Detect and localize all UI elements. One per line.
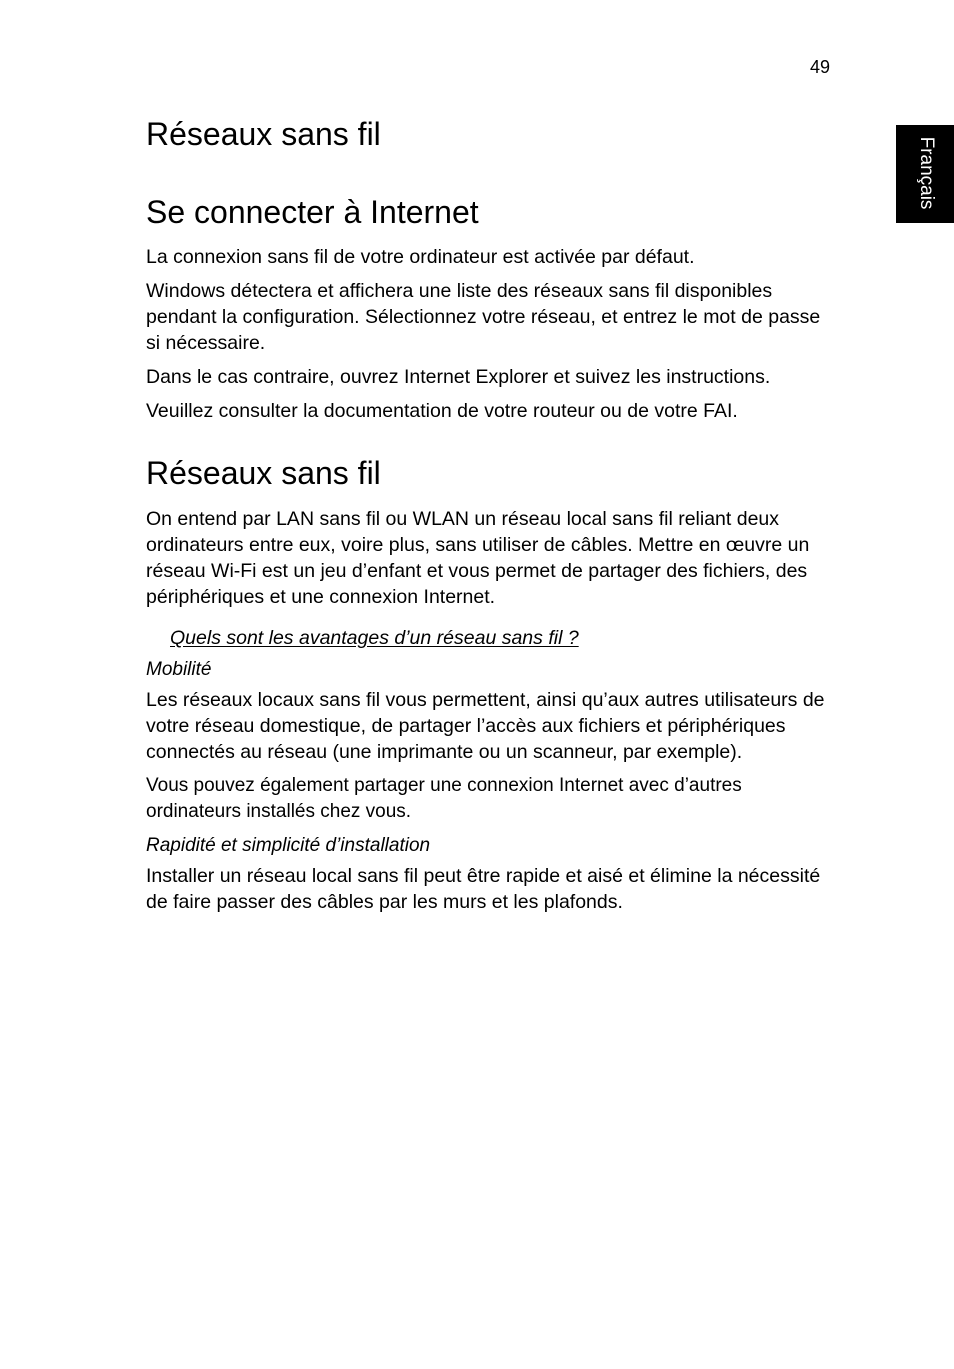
section-heading-wireless: Réseaux sans fil bbox=[146, 455, 381, 491]
section-heading-connect: Se connecter à Internet bbox=[146, 194, 479, 230]
page-content bbox=[146, 114, 826, 923]
question-link[interactable]: Quels sont les avantages d’un réseau sans fil ? bbox=[170, 627, 579, 649]
page-number: 49 bbox=[809, 57, 830, 77]
mobility-paragraph-2: Vous pouvez également partager une connexion Internet avec d’autres ordinateurs installés chez vous. bbox=[146, 775, 742, 822]
connect-paragraph-4: Veuillez consulter la documentation de votre routeur ou de votre FAI. bbox=[146, 400, 738, 422]
installation-paragraph: Installer un réseau local sans fil peut être rapide et aisé et élimine la nécessité de faire passer des câbles par les murs et les plafonds. bbox=[146, 865, 821, 913]
connect-paragraph-2: Windows détectera et affichera une liste des réseaux sans fil disponibles pendant la configuration. Sélectionnez votre réseau, et entrez le mot de passe si nécessaire. bbox=[146, 280, 821, 354]
subheading-installation: Rapidité et simplicité d’installation bbox=[146, 835, 431, 856]
page-title: Réseaux sans fil bbox=[146, 116, 381, 152]
wireless-intro-paragraph: On entend par LAN sans fil ou WLAN un réseau local sans fil reliant deux ordinateurs entre eux, voire plus, sans utiliser de câbles. Mettre en œuvre un réseau Wi-Fi est un jeu d’enfant et vous permet de partager des fichiers, des périphériques et une connexion Internet. bbox=[146, 508, 810, 608]
connect-paragraph-3: Dans le cas contraire, ouvrez Internet Explorer et suivez les instructions. bbox=[146, 366, 771, 388]
connect-paragraph-1: La connexion sans fil de votre ordinateur est activée par défaut. bbox=[146, 246, 695, 268]
mobility-paragraph-1: Les réseaux locaux sans fil vous permettent, ainsi qu’aux autres utilisateurs de votre réseau domestique, de partager l’accès aux fichiers et périphériques connectés au réseau (une imprimante ou un scanneur, par exemple). bbox=[146, 689, 825, 763]
subheading-mobility: Mobilité bbox=[146, 659, 212, 680]
language-tab-label: Français bbox=[916, 136, 937, 210]
language-tab bbox=[896, 125, 954, 223]
